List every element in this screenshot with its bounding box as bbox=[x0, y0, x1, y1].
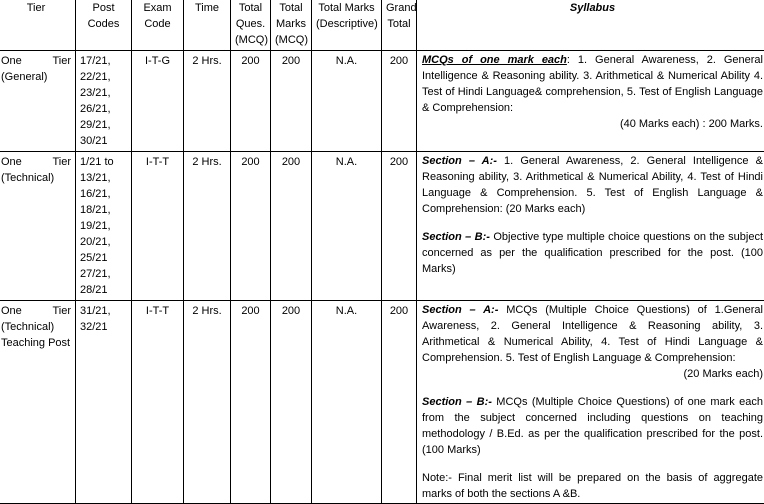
post-code: 20/21, bbox=[80, 234, 127, 250]
post-code: 22/21, bbox=[80, 69, 127, 85]
section-a-label: Section – A:- bbox=[422, 155, 497, 167]
total-ques-cell: 200 bbox=[231, 51, 271, 152]
descriptive-marks-cell: N.A. bbox=[312, 51, 382, 152]
total-marks-cell: 200 bbox=[271, 152, 312, 301]
header-exam-code: Exam Code bbox=[132, 0, 184, 51]
exam-code-cell: I-T-T bbox=[132, 301, 184, 504]
post-code: 31/21, bbox=[80, 303, 127, 319]
header-syllabus: Syllabus bbox=[417, 0, 764, 51]
total-ques-cell: 200 bbox=[231, 301, 271, 504]
post-codes-cell bbox=[76, 152, 132, 301]
table-row-general bbox=[0, 51, 764, 152]
section-a-paragraph bbox=[422, 302, 763, 366]
total-marks-cell: 200 bbox=[271, 51, 312, 152]
section-b-paragraph bbox=[422, 394, 763, 458]
section-b-text: Objective type multiple choice questions on the subject concerned as per the qualification prescribed for the post. (100 Marks) bbox=[422, 231, 763, 275]
header-grand-total: Grand Total bbox=[382, 0, 417, 51]
grand-total-cell: 200 bbox=[382, 301, 417, 504]
post-code: 13/21, bbox=[80, 170, 127, 186]
exam-code-cell: I-T-T bbox=[132, 152, 184, 301]
syllabus-marks: (40 Marks each) : 200 Marks. bbox=[422, 116, 763, 132]
tier-cell: One Tier (Technical) bbox=[0, 152, 76, 301]
section-a-text: 1. General Awareness, 2. General Intelligence & Reasoning ability, 3. Arithmetical & Numerical Ability, 4. Test of Hindi Language & Comprehension. 5. Test of English Language & Comprehension: (20 Marks each) bbox=[422, 155, 763, 215]
header-total-marks: Total Marks (MCQ) bbox=[271, 0, 312, 51]
syllabus-cell bbox=[417, 152, 764, 301]
header-total-ques: Total Ques. (MCQ) bbox=[231, 0, 271, 51]
time-cell: 2 Hrs. bbox=[184, 301, 231, 504]
table-row-teaching bbox=[0, 301, 764, 504]
tier-cell: One Tier (General) bbox=[0, 51, 76, 152]
header-row bbox=[0, 0, 764, 51]
post-code: 26/21, bbox=[80, 101, 127, 117]
merit-note: Note:- Final merit list will be prepared on the basis of aggregate marks of both the sections A &B. bbox=[422, 470, 763, 502]
total-ques-cell: 200 bbox=[231, 152, 271, 301]
post-code: 23/21, bbox=[80, 85, 127, 101]
syllabus-text: : 1. General Awareness, 2. General Intelligence & Reasoning ability. 3. Arithmetical & Numerical Ability 4. Test of Hindi Language& comprehension, 5. Test of English Language & Comprehension: bbox=[422, 54, 763, 114]
total-marks-cell: 200 bbox=[271, 301, 312, 504]
descriptive-marks-cell: N.A. bbox=[312, 152, 382, 301]
section-a-label: Section – A:- bbox=[422, 304, 498, 316]
post-code: 17/21, bbox=[80, 53, 127, 69]
header-post-codes: Post Codes bbox=[76, 0, 132, 51]
table-row-technical bbox=[0, 152, 764, 301]
tier-cell: One Tier (Technical) Teaching Post bbox=[0, 301, 76, 504]
syllabus-cell bbox=[417, 301, 764, 504]
post-code: 18/21, bbox=[80, 202, 127, 218]
section-b-label: Section – B:- bbox=[422, 396, 492, 408]
syllabus-cell bbox=[417, 51, 764, 152]
post-code: 28/21 bbox=[80, 282, 127, 298]
section-a-text: MCQs (Multiple Choice Questions) of 1.General Awareness, 2. General Intelligence & Reasoning ability, 3. Arithmetical & Numerical Ability, 4. Test of Hindi Language & Comprehension. 5. Test of English Language & Comprehension: bbox=[422, 304, 763, 364]
post-code: 1/21 to bbox=[80, 154, 127, 170]
header-tier: Tier bbox=[0, 0, 76, 51]
post-codes-cell bbox=[76, 51, 132, 152]
section-b-text: MCQs (Multiple Choice Questions) of one mark each from the subject concerned including questions on teaching methodology / B.Ed. as per the qualification prescribed for the post. bbox=[422, 396, 763, 440]
post-codes-cell bbox=[76, 301, 132, 504]
post-code: 25/21 bbox=[80, 250, 127, 266]
section-b-marks: (100 Marks) bbox=[422, 444, 481, 456]
post-code: 16/21, bbox=[80, 186, 127, 202]
section-a-marks: (20 Marks each) bbox=[422, 366, 763, 382]
post-code: 19/21, bbox=[80, 218, 127, 234]
exam-code-cell: I-T-G bbox=[132, 51, 184, 152]
post-code: 27/21, bbox=[80, 266, 127, 282]
section-b-paragraph bbox=[422, 229, 763, 277]
section-a-paragraph bbox=[422, 153, 763, 217]
grand-total-cell: 200 bbox=[382, 152, 417, 301]
section-b-label: Section – B:- bbox=[422, 231, 490, 243]
descriptive-marks-cell: N.A. bbox=[312, 301, 382, 504]
syllabus-heading: MCQs of one mark each bbox=[422, 54, 567, 66]
header-time: Time bbox=[184, 0, 231, 51]
grand-total-cell: 200 bbox=[382, 51, 417, 152]
time-cell: 2 Hrs. bbox=[184, 51, 231, 152]
post-code: 29/21, bbox=[80, 117, 127, 133]
header-total-marks-descriptive: Total Marks (Descriptive) bbox=[312, 0, 382, 51]
post-code: 30/21 bbox=[80, 133, 127, 149]
time-cell: 2 Hrs. bbox=[184, 152, 231, 301]
post-code: 32/21 bbox=[80, 319, 127, 335]
